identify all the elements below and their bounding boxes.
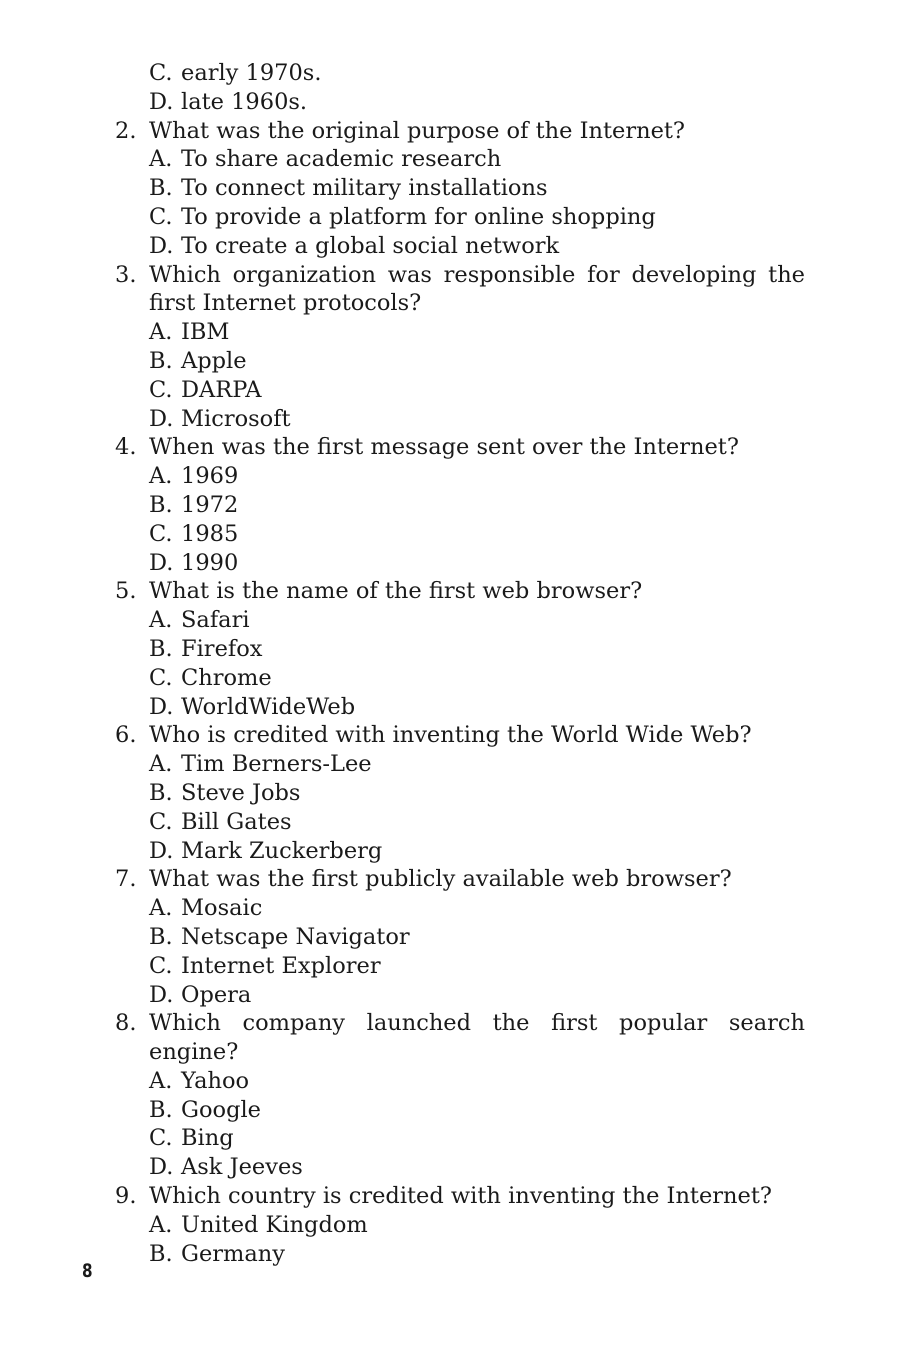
option-letter: B. bbox=[149, 1096, 173, 1123]
question-8 bbox=[115, 1009, 805, 1182]
option-text: To create a global social network bbox=[181, 232, 560, 259]
option-text: Microsoft bbox=[181, 405, 291, 432]
options-list bbox=[115, 318, 805, 433]
options-list bbox=[115, 750, 805, 865]
question-line bbox=[115, 261, 805, 319]
question-text: What is the name of the first web browser? bbox=[149, 578, 643, 605]
option-letter: B. bbox=[149, 635, 173, 662]
options-list bbox=[115, 1067, 805, 1182]
option bbox=[149, 952, 805, 981]
option-text: Bill Gates bbox=[181, 808, 292, 835]
option bbox=[149, 894, 805, 923]
option bbox=[149, 462, 805, 491]
option bbox=[149, 376, 805, 405]
question-number: 8. bbox=[115, 1010, 137, 1037]
question-line bbox=[115, 1182, 805, 1211]
option-letter: A. bbox=[149, 1211, 173, 1238]
question-number: 3. bbox=[115, 261, 137, 288]
options-list bbox=[115, 894, 805, 1009]
page-number: 8 bbox=[82, 1260, 93, 1282]
option-text: Firefox bbox=[181, 635, 263, 662]
option-letter: D. bbox=[149, 232, 174, 259]
option-text: To provide a platform for online shopping bbox=[181, 203, 656, 230]
option-text: Yahoo bbox=[181, 1067, 250, 1094]
options-list bbox=[115, 1211, 805, 1269]
option-text: Mosaic bbox=[181, 895, 263, 922]
option-letter: B. bbox=[149, 175, 173, 202]
option bbox=[149, 808, 805, 837]
option-letter: B. bbox=[149, 923, 173, 950]
options-list bbox=[115, 606, 805, 721]
option bbox=[149, 837, 805, 866]
option-text: Ask Jeeves bbox=[181, 1154, 303, 1181]
option-letter: C. bbox=[149, 1125, 173, 1152]
option bbox=[149, 318, 805, 347]
question-text: What was the first publicly available web browser? bbox=[149, 866, 732, 893]
option-letter: A. bbox=[149, 319, 173, 346]
option-text: 1969 bbox=[181, 463, 239, 490]
option bbox=[149, 88, 805, 117]
question-line bbox=[115, 577, 805, 606]
option-text: Apple bbox=[181, 347, 247, 374]
option-text: 1972 bbox=[181, 491, 239, 518]
option bbox=[149, 1153, 805, 1182]
quiz-list bbox=[115, 59, 805, 1268]
option bbox=[149, 981, 805, 1010]
option bbox=[149, 1240, 805, 1269]
option-text: To connect military installations bbox=[181, 175, 548, 202]
question-5 bbox=[115, 577, 805, 721]
option-text: Netscape Navigator bbox=[181, 923, 410, 950]
option-letter: C. bbox=[149, 203, 173, 230]
question-9 bbox=[115, 1182, 805, 1268]
option bbox=[149, 347, 805, 376]
option bbox=[149, 145, 805, 174]
question-line bbox=[115, 1009, 805, 1067]
question-3 bbox=[115, 261, 805, 434]
option-letter: C. bbox=[149, 60, 173, 86]
option bbox=[149, 1096, 805, 1125]
option-text: late 1960s. bbox=[181, 88, 308, 115]
option-text: Mark Zuckerberg bbox=[181, 837, 383, 864]
option-text: Google bbox=[181, 1096, 261, 1123]
question-number: 9. bbox=[115, 1183, 137, 1210]
question-number: 7. bbox=[115, 866, 137, 893]
option-text: Opera bbox=[181, 981, 252, 1008]
option-letter: A. bbox=[149, 895, 173, 922]
question-number: 2. bbox=[115, 117, 137, 144]
option bbox=[149, 491, 805, 520]
question-number: 6. bbox=[115, 722, 137, 749]
option bbox=[149, 779, 805, 808]
question-text: Which company launched the first popular search engine? bbox=[149, 1010, 805, 1066]
question-number: 5. bbox=[115, 578, 137, 605]
option bbox=[149, 664, 805, 693]
option-text: Safari bbox=[181, 607, 250, 634]
option bbox=[149, 693, 805, 722]
option-text: United Kingdom bbox=[181, 1211, 368, 1238]
question-7 bbox=[115, 865, 805, 1009]
option-text: early 1970s. bbox=[181, 60, 322, 86]
option bbox=[149, 549, 805, 578]
option-letter: B. bbox=[149, 1240, 173, 1267]
option-text: Bing bbox=[181, 1125, 234, 1152]
question-line bbox=[115, 117, 805, 146]
option-letter: B. bbox=[149, 779, 173, 806]
question-6 bbox=[115, 721, 805, 865]
option-letter: D. bbox=[149, 405, 174, 432]
option-text: DARPA bbox=[181, 376, 262, 403]
option bbox=[149, 750, 805, 779]
option-letter: B. bbox=[149, 347, 173, 374]
question-line bbox=[115, 865, 805, 894]
question-text: When was the first message sent over the Internet? bbox=[149, 434, 739, 461]
question-line bbox=[115, 721, 805, 750]
question-2 bbox=[115, 117, 805, 261]
option bbox=[149, 1124, 805, 1153]
option-text: 1985 bbox=[181, 520, 239, 547]
option-letter: D. bbox=[149, 549, 174, 576]
question-4 bbox=[115, 433, 805, 577]
option bbox=[149, 203, 805, 232]
options-list bbox=[115, 462, 805, 577]
option bbox=[149, 174, 805, 203]
option-text: IBM bbox=[181, 319, 230, 346]
question-text: What was the original purpose of the Internet? bbox=[149, 117, 685, 144]
options-list bbox=[115, 145, 805, 260]
option-text: To share academic research bbox=[181, 146, 502, 173]
option bbox=[149, 635, 805, 664]
option-letter: C. bbox=[149, 376, 173, 403]
question-text: Which organization was responsible for developing the first Internet protocols? bbox=[149, 261, 805, 317]
option-letter: D. bbox=[149, 837, 174, 864]
option-letter: C. bbox=[149, 808, 173, 835]
option-letter: A. bbox=[149, 607, 173, 634]
option bbox=[149, 606, 805, 635]
options-list bbox=[115, 59, 805, 117]
option-text: Steve Jobs bbox=[181, 779, 301, 806]
option-letter: C. bbox=[149, 664, 173, 691]
option bbox=[149, 232, 805, 261]
option-text: Germany bbox=[181, 1240, 285, 1267]
option bbox=[149, 923, 805, 952]
option-text: WorldWideWeb bbox=[181, 693, 356, 720]
option-letter: A. bbox=[149, 1067, 173, 1094]
option-text: Chrome bbox=[181, 664, 272, 691]
option-text: Internet Explorer bbox=[181, 952, 381, 979]
option bbox=[149, 520, 805, 549]
question-text: Which country is credited with inventing the Internet? bbox=[149, 1183, 772, 1210]
option-letter: A. bbox=[149, 146, 173, 173]
option-letter: D. bbox=[149, 88, 174, 115]
option bbox=[149, 59, 805, 88]
question-text: Who is credited with inventing the World Wide Web? bbox=[149, 722, 752, 749]
option bbox=[149, 405, 805, 434]
option-letter: D. bbox=[149, 1154, 174, 1181]
option-letter: C. bbox=[149, 520, 173, 547]
question-line bbox=[115, 433, 805, 462]
option-letter: C. bbox=[149, 952, 173, 979]
option-letter: B. bbox=[149, 491, 173, 518]
option bbox=[149, 1067, 805, 1096]
option-text: Tim Berners-Lee bbox=[181, 751, 372, 778]
option bbox=[149, 1211, 805, 1240]
question-number: 4. bbox=[115, 434, 137, 461]
option-letter: A. bbox=[149, 463, 173, 490]
option-letter: D. bbox=[149, 693, 174, 720]
question-1-continued bbox=[115, 59, 805, 117]
option-letter: D. bbox=[149, 981, 174, 1008]
option-letter: A. bbox=[149, 751, 173, 778]
option-text: 1990 bbox=[181, 549, 239, 576]
